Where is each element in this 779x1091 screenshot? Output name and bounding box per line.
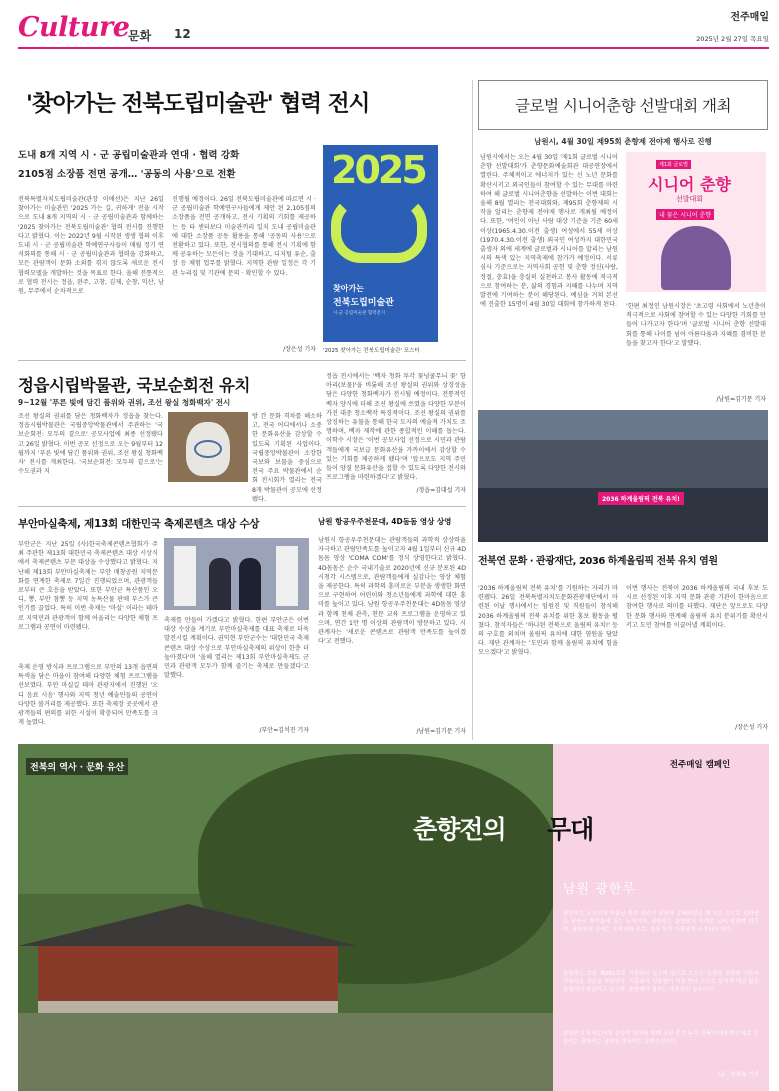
flag-left bbox=[174, 546, 196, 606]
pavilion-base bbox=[38, 1001, 338, 1013]
article-buan-festival bbox=[18, 508, 308, 740]
page-number: 12 bbox=[174, 27, 191, 41]
article-museum-exhibition bbox=[18, 80, 466, 355]
feature-title-2: 무대 bbox=[547, 815, 594, 844]
pavilion-roof bbox=[18, 904, 358, 946]
article-body-col2: 축제 운영 방식과 프로그램으로 부안의 13개 읍면의 특색을 담은 마을이 참여해 다양한 체험 프로그램을 선보였다. 부안 마실길 테마 관광지에서 진행된 '오디 음료 시음' 행사와 지역 청년 예술인들의 공연이 다양한 볼거리를 제공했다. 또한 축제장 곳곳에서 관광객들의 편의를 위한 시설이 확충되어 만족도를 크게 높였다. bbox=[18, 664, 158, 727]
poster-subtitle: 선발대회 bbox=[676, 195, 704, 203]
article-body-col2: 진행될 예정이다. 26일 전북도립미술관에 따르면 시 · 군 공립미술관 학예연구사들에게 제안 된 2,105점의 소장품을 전면 공개하고, 전시 기획의 기회를 제공하는 등 타 센터보다 미술관끼리 일치 도내 공립미술관에 대한 소장품 공동 활용을 통해 '공동의 사용'으로 전환하고 있다. 또한, 전시협의를 통해 전시 기획에 함께 공유하는 모든이는 것을 기대하고, 디지털 유순, 출장 등 체험 업무를 밝혔다. 지역한 관람 일정은 각 기관 누리집 및 기관에 문의 · 확인할 수 있다. bbox=[172, 196, 316, 277]
porcelain-jar-image bbox=[168, 412, 248, 482]
section-rule bbox=[18, 506, 466, 507]
article-title: 전북연 문화 · 관광재단, 2036 하계올림픽 전북 유치 염원 bbox=[478, 556, 718, 567]
olympic-event-photo bbox=[478, 410, 768, 542]
article-title: 남원 항공우주천문대, 4D돔돔 영상 상영 bbox=[318, 517, 452, 526]
article-body-col1: 부안군은 지난 25일 (사)한국축제콘텐츠협회가 주최 주관한 제13회 대한민국 축제콘텐츠 대상 시상식에서 축제콘텐츠 부문 대상을 수상했다고 밝혔다. 지난해 제13회 부안마실축제는 부안 매창공원 지역문화를 연계한 축제로 7일간 진행되었으며, 관광객들로부터 큰 호응을 받았다. 또한 부안군 특산품인 오디, 뽕, 부안 참뽕 등 지역 농특산물 판매 부스가 큰 인기를 끌었다. 특히 이번 축제는 '마실' 이라는 테마로 지역민과 관광객이 함께 어울리는 다양한 체험 프로그램과 공연이 마련됐다. bbox=[18, 541, 158, 631]
article-subtitle-1: 도내 8개 지역 시 · 군 공립미술관과 연대 · 협력 강화 bbox=[18, 150, 240, 161]
olympic-banner: 2036 하계올림픽 전북 유치! bbox=[598, 492, 684, 505]
article-body-col2: 이번 행사는 전북이 2036 하계올림픽 국내 후보 도시로 선정된 이후 지역 문화 관광 기관이 한마음으로 참여한 행사로 의미를 더했다. 재단은 앞으로도 다양한 문화 행사와 연계해 올림픽 유치 분위기를 확산시키고 도민 참여를 이끌어낼 계획이다. bbox=[626, 585, 768, 629]
campaign-label: 전주매일 캠페인 bbox=[669, 760, 731, 770]
article-title: 정읍시립박물관, 국보순회전 유치 bbox=[18, 376, 250, 395]
feature-body-3: 춘향전의 무대로서의 상징적 의미와 함께 조선 중기 누각 건축의 대표적인 예로 손꼽히는 광한루는 남원을 대표하는 문화유산이다. bbox=[563, 1031, 759, 1045]
poster-badge: 제1회 글로벌 bbox=[656, 160, 691, 169]
article-body-col3: 축제를 만들어 가겠다고 밝혔다. 한편 부안군은 이번 대상 수상을 계기로 부안마실축제를 대표 축제로 더욱 발전시킬 계획이다. 권익현 부안군수는 '대한민국 축제콘텐츠 대상 수상으로 부안마실축제의 위상이 한층 더 높아졌다'며 '올해 열리는 제13회 부안마실축제도 군민과 관광객 모두가 함께 즐기는 축제로 만들겠다'고 말했다. bbox=[164, 617, 309, 680]
section-en-title: Culture bbox=[18, 12, 130, 43]
section-rule bbox=[18, 360, 466, 361]
person-2 bbox=[239, 558, 261, 610]
feature-byline: /글 · 한희복 기자 bbox=[718, 1072, 759, 1078]
poster-year-shape bbox=[331, 195, 427, 263]
article-byline: /정읍=김대섭 기자 bbox=[416, 487, 466, 494]
article-jeongeup-museum bbox=[18, 362, 466, 507]
pavilion-body bbox=[38, 946, 338, 1001]
article-subtitle: 9~12월 '푸른 빛에 담긴 품위와 권위, 조선 왕실 청화백자' 전시 bbox=[18, 398, 231, 407]
feature-place: 남원 광한루 bbox=[563, 882, 636, 897]
feature-body-2: 광한루는 보물 제281호로 지정되어 있으며 앞으로 흐르는 요천과 조화를 이루어 아름다운 경관을 자랑한다. 이몽룡과 성춘향이 처음 만난 곳으로 알려져 매년 많은 관광객이 방문하고 있으며, 춘향제가 열리는 대표적인 장소이다. bbox=[563, 971, 759, 993]
article-body: 남원시 항공우주천문대는 관람객들의 과학적 상상력을 자극하고 관람만족도를 높이고자 4월 1일부터 신규 4D돔돔 영상 'COMA COM'를 정식 상영한다고 밝혔다. 4D돔돔은 순수 국내기술로 2020년에 신규 분포된 4D 시청각 시스템으로, 관람객들에게 실감나는 영상 체험을 제공한다. 특히 과학의 흥미로운 부분을 생생한 화면으로 구현하여 어린이와 청소년들에게 과학에 대한 흥미를 높이고 있다. 남원 항공우주천문대는 4D돔돔 영상과 함께 천체 관측, 천문 교육 프로그램을 운영하고 있으며, 연간 1만 명 이상의 관람객이 방문하고 있다. 시 관계자는 '새로운 콘텐츠로 관람객 만족도를 높이겠다'고 전했다. bbox=[318, 537, 466, 646]
jar-pattern bbox=[194, 440, 222, 458]
column-divider bbox=[472, 80, 473, 740]
article-body-col1: 남원시에서는 오는 4월 30일 '제1회 글로벌 시니어춘향 선발대회'가 춘향문화예술회관 대공연장에서 열린다. 주체적이고 에너지가 있는 신 노년 문화를 확산시키고 외국인들이 참여할 수 있는 무대를 마련하여 해 글로벌 시니어춘향을 선발하는 이번 대회는 올해 8월 열리는 전국대회와, 제95회 춘향제의 시작을 알리는 춘향제 전야제 행사로 개최될 예정이다. 또한, '여인이 아닌 사람 대상 기준을 기준 60세 이상(1965.4.30.이전 출생) 여성에서 55세 이상(1970.4.30.이전 출생) 외국인 여성까지 대한민국 출생자 외에 세계에 글로벌과 시니어를 알리는 남원시의 특색 있는 지역축제에 참가가 예정이다. 서류심사 기준으로는 지역사회 공헌 및 춘향 정신(사랑, 정절, 충효)을 충실히 실천하고 봉사 활동에 적극적으로 참여하는 분, 삶의 경험과 지혜를 나누며 지역 발전에 기여하는 분이 해당된다. 예심을 거쳐 본선에 진출한 15명이 4월 30일 대회에 참가하게 된다. bbox=[480, 154, 618, 309]
article-namwon-observatory bbox=[318, 508, 466, 740]
poster-title: 시니어 춘향 bbox=[648, 175, 731, 194]
poster-year: 2025 bbox=[331, 148, 425, 192]
heritage-label: 전북의 역사 · 문화 유산 bbox=[26, 758, 128, 775]
museum-poster-image bbox=[323, 145, 438, 342]
article-title: '찾아가는 전북도립미술관' 협력 전시 bbox=[26, 91, 370, 117]
article-byline: /부안=김석진 기자 bbox=[259, 727, 309, 734]
poster-figure-image bbox=[661, 226, 731, 290]
award-ceremony-photo bbox=[164, 538, 309, 610]
section-ko-title: 문화 bbox=[128, 29, 152, 43]
senior-chunhyang-poster bbox=[626, 152, 766, 292]
article-senior-chunhyang bbox=[478, 80, 768, 405]
poster-small-text: 시·군 공립미술관 협력전시 bbox=[333, 311, 386, 316]
article-byline: /남원=김기문 기자 bbox=[716, 396, 766, 403]
flag-right bbox=[276, 546, 298, 606]
article-body-right: 방 간 문화 격차를 해소하고, 전국 어디에서나 소중한 문화유산을 감상할 수 있도록 기획된 사업이다. 국립중앙박물관이 소장한 국보와 보물을 중심으로 전국 주요 박물관에서 순회 전시회가 열리는 전국 8개 박물관이 공모에 선정됐다. bbox=[252, 413, 322, 502]
article-body-left: 조선 왕실의 권위를 담은 청화백자가 정읍을 찾는다. 정읍시립박물관은 국립중앙박물관에서 주관하는 '국보순회전: 모두의 곁으로' 공모사업에 최종 선정됐다고 26일 밝혔다. 이번 공모 선정으로 오는 9월부터 12월까지 '푸른 빛에 담긴 품위와 권위, 조선 왕실 청화백자' 전시를 개최한다. '국보순회전: 모두의 곁으로'는 수도권과 지 bbox=[18, 413, 163, 476]
poster-caption: '2025 찾아가는 전북도립미술관' 포스터 bbox=[323, 348, 420, 354]
article-body-col1: '2036 하계올림픽 전북 유치'를 기원하는 자리가 마련됐다. 26일 전북특별자치도문화관광재단에서 마련된 이날 행사에서는 임원진 및 직원들이 참석해 2036 하계올림픽 전북 유치를 위한 홍보 활동을 펼쳤다. 참석자들은 '하나된 전북으로 올림픽 유치!' 등의 구호를 외치며 올림픽 유치에 대한 염원을 담았다. 재단 관계자는 '도민과 함께 올림픽 유치에 힘을 모으겠다'고 밝혔다. bbox=[478, 585, 618, 657]
article-body-col1: 전북특별자치도립미술관(관장 이애선)은 지난 26일 찾아가는 미술관인 '2025 가는 길, 귀하게' 전을 시작으로 도내 8개 지역의 시 · 군 공립미술관과 함께하는 '2025 찾아가는 전북도립미술관' 협력 전시를 진행한다고 밝혔다. 이는 2022년 9월 시작된 생생 협의 이후 도내 시 · 군 공립미술관 학예연구사들이 매월 정기 연석회의를 통해 시 · 군 공립미술관과 협력을 강화하고, 모든 관람객이 문화 소외를 겪지 않도록 새로운 전시 협력모델을 개발하는 것을 목표로 한다. 올해 전통적으로 협력 전시는 정읍, 완주, 고창, 김제, 순창, 익산, 남원, 무주에서 순차적으로 bbox=[18, 196, 164, 296]
feature-body-1: 광한루는 조선시대 이름난 황희 정승이 남원에 유배되었을 때 지은 것으로 전라북도 남원시 천거동에 있는 누각이다. 광한루는 춘향전의 무대로 널리 알려져 있으며, 광한루원 안에는 오작교와 호수, 정자 등이 아름답게 조성되어 있다. bbox=[563, 911, 759, 933]
person-1 bbox=[209, 558, 231, 610]
header bbox=[0, 0, 779, 52]
article-body-col2: '한편 최정인 남원시장은 '초고령 사회에서 노년층이 적극적으로 사회에 참여할 수 있는 다양한 기회를 만들어 나가고자 한다'며 '글로벌 시니어 춘향 선발대회를 통해 나이를 넘어 아름다움과 지혜를 겸비한 분들을 찾고자 한다'고 말했다. bbox=[626, 303, 766, 347]
feature-gwanghallu bbox=[0, 744, 779, 1091]
pond bbox=[18, 1013, 553, 1091]
gwanghallu-photo bbox=[18, 744, 553, 1091]
header-rule bbox=[18, 47, 769, 49]
article-byline: /남원=김기문 기자 bbox=[416, 728, 466, 735]
crowd-back bbox=[478, 440, 768, 490]
article-byline: /장은성 기자 bbox=[283, 346, 316, 353]
article-title: 글로벌 시니어춘향 선발대회 개최 bbox=[515, 97, 731, 115]
article-olympic-bid bbox=[478, 546, 768, 736]
article-subtitle: 남원시, 4월 30일 제95회 춘향제 전야제 행사로 진행 bbox=[534, 137, 712, 146]
poster-title-1: 찾아가는 bbox=[333, 284, 364, 293]
article-title: 부안마실축제, 제13회 대한민국 축제콘텐츠 대상 수상 bbox=[18, 518, 260, 530]
poster-tagline: 내 꽃은 시니어 춘향 bbox=[656, 209, 714, 220]
article-byline: /장은성 기자 bbox=[735, 724, 768, 731]
feature-title-1: 춘향전의 bbox=[413, 815, 506, 844]
paper-name: 전주매일 bbox=[730, 12, 769, 23]
issue-date: 2025년 2월 27일 목요일 bbox=[696, 35, 769, 43]
article-body-col3: 정읍 전시에서는 '백자 청화 투각 꽃넝쿨무늬 꽃' 항아리(보물)'을 비롯해 조선 왕실의 권위와 상징성을 담은 다양한 청화백자가 전시될 예정이다. 전통적인 백자 양식에 더해 조선 왕실에 쓰였을 다양한 부분이 가진 대중 청소백작 특징적이다. 조선 왕실의 권위를 상징하는 유물을 통해 한국 도자의 예술적 가치도 조명하며, 백자 제작에 관한 종합적인 이해를 돕는다. 이학수 시장은 '이번 공모사업 선정으로 시민과 관람객들에게 국보급 문화유산을 가까이에서 감상할 수 있는 기회를 제공하게 됐다'며 '앞으로도 지역 주민들이 양질 문화유산을 접할 수 있도록 다양한 전시와 프로그램을 마련하겠다'고 밝혔다. bbox=[326, 373, 466, 482]
poster-title-2: 전북도립미술관 bbox=[333, 298, 394, 308]
article-subtitle-2: 2105점 소장품 전면 공개… '공동의 사용'으로 전환 bbox=[18, 169, 236, 180]
